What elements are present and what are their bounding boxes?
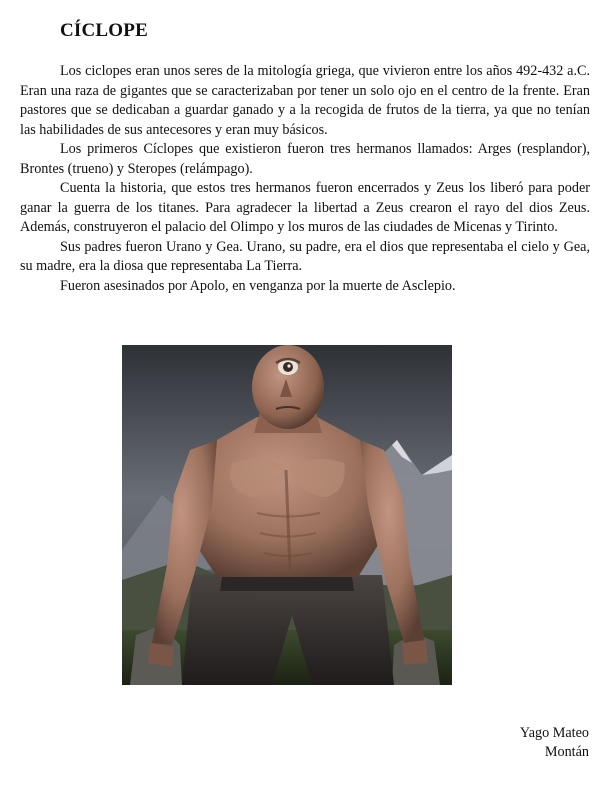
- paragraph-death: Fueron asesinados por Apolo, en venganza por la muerte de Asclepio.: [60, 277, 456, 294]
- document-title: CÍCLOPE: [60, 20, 148, 41]
- cyclops-illustration-icon: [122, 345, 452, 685]
- paragraph-history: Cuenta la historia, que estos tres hermanos fueron encerrados y Zeus los liberó para poder ganar la guerra de los titanes. Para agradecer la libertad a Zeus crearon el rayo del dios Zeus. Además, construyeron el palacio del Olimpo y los muros de las ciudades de Micenas y Tirinto.: [20, 180, 590, 235]
- cyclops-image: [122, 345, 452, 685]
- document-body: [20, 62, 590, 296]
- author-name-line1: Yago Mateo: [519, 725, 589, 741]
- author-signature: [520, 724, 589, 762]
- paragraph-intro: Los ciclopes eran unos seres de la mitología griega, que vivieron entre los años 492-432 a.C. Eran una raza de gigantes que se caracterizaban por tener un solo ojo en el centro de la frente. Eran pastores que se dedicaban a guardar ganado y a la recogida de frutos de la tierra, ya que no tenían las habilidades de sus antecesores y eran muy básicos.: [20, 63, 590, 138]
- author-name-line2: Montán: [544, 744, 589, 760]
- paragraph-brothers: Los primeros Cíclopes que existieron fueron tres hermanos llamados: Arges (resplandor), Brontes (trueno) y Steropes (relámpago).: [20, 141, 590, 177]
- paragraph-parents: Sus padres fueron Urano y Gea. Urano, su padre, era el dios que representaba el cielo y Gea, su madre, era la diosa que representaba La Tierra.: [20, 238, 590, 274]
